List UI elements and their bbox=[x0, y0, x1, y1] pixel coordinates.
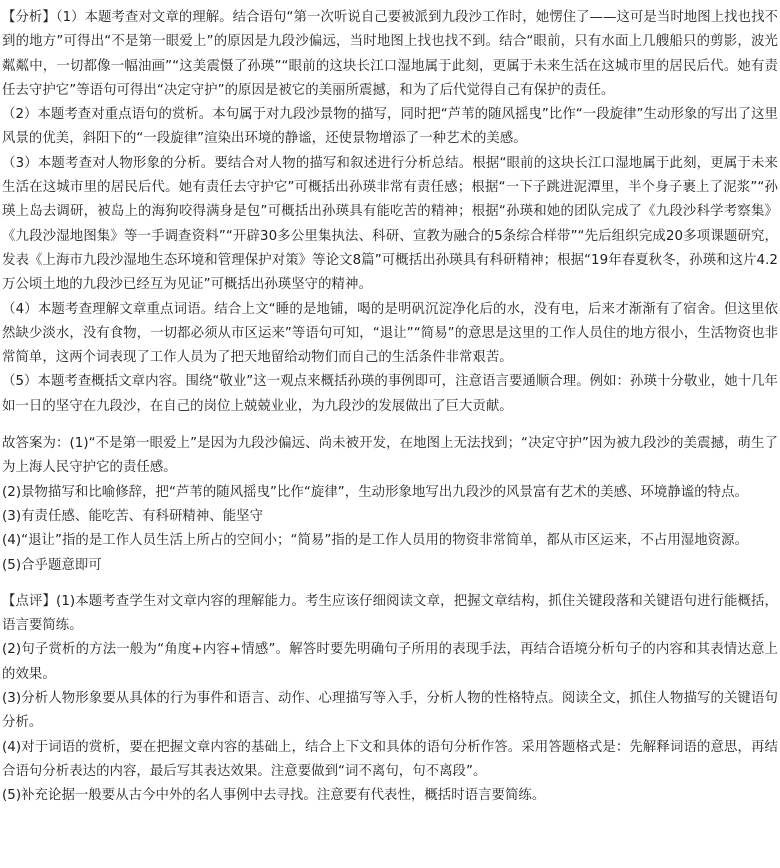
answer-item-3: (3)有责任感、能吃苦、有科研精神、能坚守 bbox=[2, 508, 264, 524]
answer-item-1: 故答案为：(1)“不是第一眼爱上”是因为九段沙偏远、尚未被开发，在地图上无法找到；“决定守护”因为被九段沙的美震撼，萌生了为上海人民守护它的责任感。 bbox=[2, 436, 778, 476]
analysis-paragraph-4: （4）本题考查理解文章重点词语。结合上文“睡的是地铺，喝的是明矾沉淀净化后的水，没有电，后来才渐渐有了宿舍。但这里依然缺少淡水，没有食物，一切都必须从市区运来”等语句可知，“退让”“简易”的意思是这里的工作人员住的地方很小，生活物资也非常简单，这两个词表现了工作人员为了把天地留给动物们而自己的生活条件非常艰苦。 bbox=[2, 301, 778, 366]
answer-item-5: (5)合乎题意即可 bbox=[2, 557, 102, 573]
answer-item-4: (4)“退让”指的是工作人员生活上所占的空间小；“简易”指的是工作人员用的物资非常简单，都从市区运来，不占用湿地资源。 bbox=[2, 533, 748, 549]
comment-item-5: (5)补充论据一般要从古今中外的名人事例中去寻找。注意要有代表性，概括时语言要简练。 bbox=[2, 788, 546, 804]
analysis-paragraph-3: （3）本题考查对人物形象的分析。要结合对人物的描写和叙述进行分析总结。根据“眼前的这块长江口湿地属于此刻，更属于未来生活在这城市里的居民后代。她有责任去守护它”可概括出孙瑛非常有责任感；根据“一下子跳进泥潭里，半个身子裹上了泥浆”“孙瑛上岛去调研，被岛上的海狗咬得满身是包”可概括出孙瑛具有能吃苦的精神；根据“孙瑛和她的团队完成了《九段沙科学考察集》《九段沙湿地图集》等一手调查资料”“开辟30多公里集执法、科研、宣教为融合的5条综合样带”“先后组织完成20多项课题研究，发表《上海市九段沙湿地生态环境和管理保护对策》等论文8篇”可概括出孙瑛具有科研精神；根据“19年春夏秋冬，孙瑛和这片4.2万公顷土地的九段沙已经互为见证”可概括出孙瑛坚守的精神。 bbox=[2, 155, 778, 293]
analysis-section bbox=[2, 6, 778, 419]
answer-item-2: (2)景物描写和比喻修辞，把“芦苇的随风摇曳”比作“旋律”，生动形象地写出九段沙的风景富有艺术的美感、环境静谧的特点。 bbox=[2, 484, 748, 500]
section-spacer bbox=[2, 419, 778, 432]
comment-item-1: 【点评】(1)本题考查学生对文章内容的理解能力。考生应该仔细阅读文章，把握文章结构，抓住关键段落和关键语句进行能概括，语言要简练。 bbox=[2, 593, 778, 634]
comment-section bbox=[2, 590, 778, 809]
comment-item-4: (4)对于词语的赏析，要在把握文章内容的基础上，结合上下文和具体的语句分析作答。采用答题格式是：先解释词语的意思，再结合语句分析表达的内容，最后写其表达效果。注意要做到“词不离句，句不离段”。 bbox=[2, 739, 778, 779]
analysis-paragraph-2: （2）本题考查对重点语句的赏析。本句属于对九段沙景物的描写，同时把“芦苇的随风摇曳”比作“一段旋律”生动形象的写出了这里风景的优美，斜阳下的“一段旋律”渲染出环境的静谧，还使景物增添了一种艺术的美感。 bbox=[2, 107, 778, 147]
analysis-paragraph-5: （5）本题考查概括文章内容。围绕“敬业”这一观点来概括孙瑛的事例即可，注意语言要通顺合理。例如：孙瑛十分敬业，她十几年如一日的坚守在九段沙，在自己的岗位上兢兢业业，为九段沙的发展做出了巨大贡献。 bbox=[2, 374, 778, 414]
answer-section bbox=[2, 432, 778, 578]
section-spacer bbox=[2, 578, 778, 590]
analysis-paragraph-1: 【分析】（1）本题考查对文章的理解。结合语句“第一次听说自己要被派到九段沙工作时，她愣住了——这可是当时地图上找也找不到的地方”可得出“不是第一眼爱上”的原因是九段沙偏远，当时地图上找也找不到。结合“眼前，只有水面上几艘船只的剪影，波光粼粼中，一切都像一幅油画”“这美震慑了孙瑛”“眼前的这块长江口湿地属于此刻，更属于未来生活在这城市里的居民后代。她有责任去守护它”等语句可得出“决定守护”的原因是被它的美丽所震撼，和为了后代觉得自己有保护的责任。 bbox=[2, 10, 778, 98]
comment-item-2: (2)句子赏析的方法一般为“角度+内容+情感”。解答时要先明确句子所用的表现手法，再结合语境分析句子的内容和其表情达意上的效果。 bbox=[2, 642, 778, 682]
comment-item-3: (3)分析人物形象要从具体的行为事件和语言、动作、心理描写等入手，分析人物的性格特点。阅读全文，抓住人物描写的关键语句分析。 bbox=[2, 691, 778, 731]
